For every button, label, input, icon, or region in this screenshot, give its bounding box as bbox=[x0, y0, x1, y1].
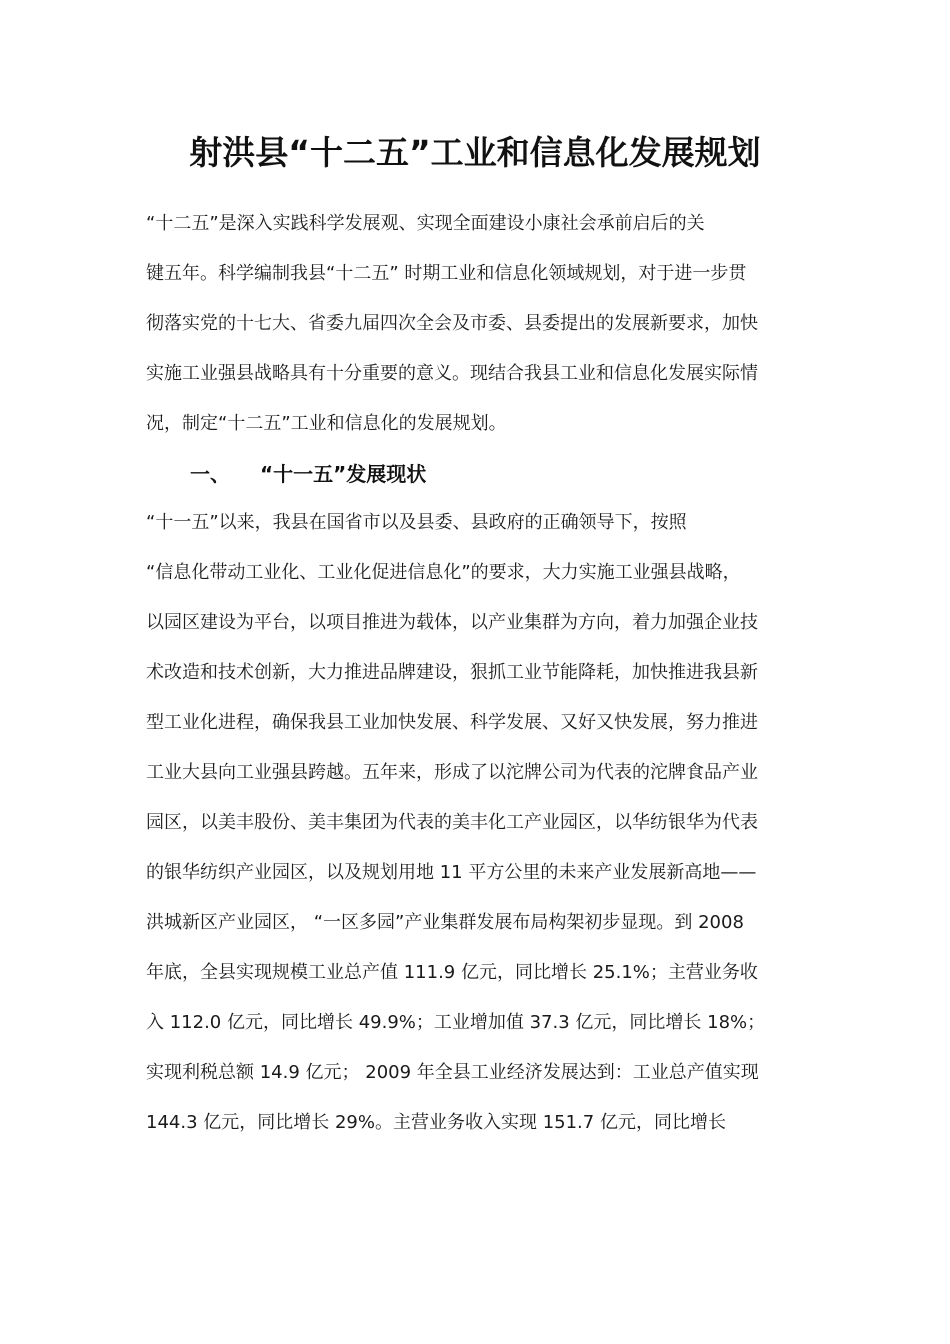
section-heading bbox=[190, 449, 426, 499]
intro-line: 实施工业强县战略具有十分重要的意义。现结合我县工业和信息化发展实际情 bbox=[146, 363, 758, 384]
body-line: 实现利税总额 14.9 亿元； 2009 年全县工业经济发展达到：工业总产值实现 bbox=[146, 1062, 759, 1083]
body-line: 144.3 亿元，同比增长 29%。主营业务收入实现 151.7 亿元，同比增长 bbox=[146, 1112, 726, 1133]
body-line: 园区，以美丰股份、美丰集团为代表的美丰化工产业园区，以华纺银华为代表 bbox=[146, 812, 758, 833]
section-number: 一、 bbox=[190, 462, 230, 486]
body-line: 术改造和技术创新，大力推进品牌建设，狠抓工业节能降耗，加快推进我县新 bbox=[146, 662, 758, 683]
intro-line: 键五年。科学编制我县“十二五” 时期工业和信息化领域规划，对于进一步贯 bbox=[146, 263, 747, 284]
section-title: “十一五”发展现状 bbox=[260, 462, 427, 486]
body-line: 年底，全县实现规模工业总产值 111.9 亿元，同比增长 25.1%；主营业务收 bbox=[146, 962, 758, 983]
section-paragraph bbox=[146, 498, 810, 1148]
intro-line: 况，制定“十二五”工业和信息化的发展规划。 bbox=[146, 413, 507, 434]
body-line: 洪城新区产业园区， “一区多园”产业集群发展布局构架初步显现。到 2008 bbox=[146, 912, 744, 933]
intro-line: 彻落实党的十七大、省委九届四次全会及市委、县委提出的发展新要求，加快 bbox=[146, 313, 758, 334]
intro-line: “十二五”是深入实践科学发展观、实现全面建设小康社会承前启后的关 bbox=[146, 213, 705, 234]
intro-paragraph bbox=[146, 199, 810, 449]
document-title: 射洪县“十二五”工业和信息化发展规划 bbox=[189, 133, 761, 172]
body-line: 的银华纺织产业园区，以及规划用地 11 平方公里的未来产业发展新高地—— bbox=[146, 862, 757, 883]
body-line: 入 112.0 亿元，同比增长 49.9%；工业增加值 37.3 亿元，同比增长 18%； bbox=[146, 1012, 766, 1033]
body-line: 以园区建设为平台，以项目推进为载体，以产业集群为方向，着力加强企业技 bbox=[146, 612, 758, 633]
body-line: 工业大县向工业强县跨越。五年来，形成了以沱牌公司为代表的沱牌食品产业 bbox=[146, 762, 758, 783]
body-line: 型工业化进程，确保我县工业加快发展、科学发展、又好又快发展，努力推进 bbox=[146, 712, 758, 733]
body-line: “十一五”以来，我县在国省市以及县委、县政府的正确领导下，按照 bbox=[146, 512, 687, 533]
body-line: “信息化带动工业化、工业化促进信息化”的要求，大力实施工业强县战略， bbox=[146, 562, 741, 583]
